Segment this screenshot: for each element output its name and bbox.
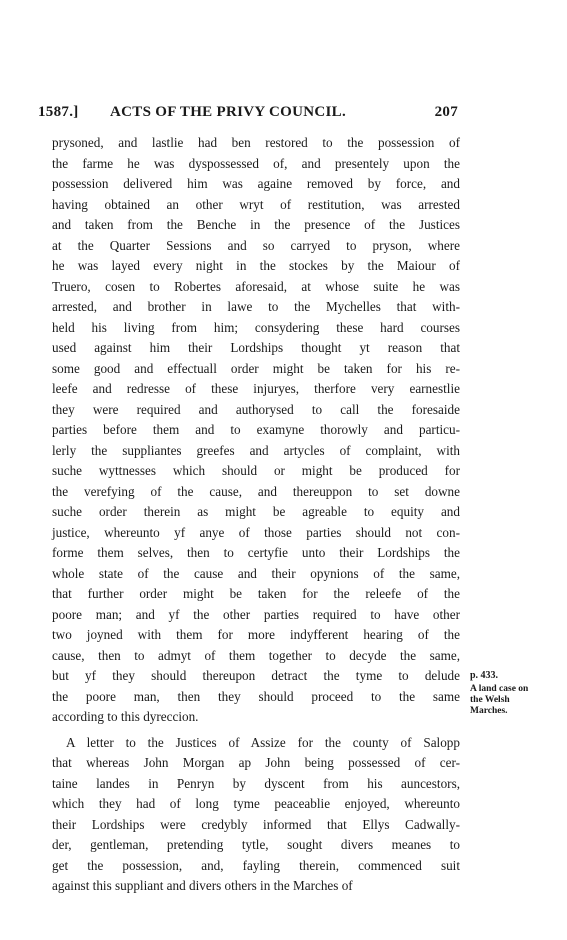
text-line: cause, then to admyt of them together to decyde the same, (52, 647, 460, 663)
text-line: two joyned with them for more indyfferent hearing of the (52, 627, 460, 642)
body-text (52, 133, 460, 897)
text-line: their Lordships were credybly informed that Ellys Cadwally- (52, 816, 460, 832)
running-header (38, 104, 458, 126)
text-line: which they had of long tyme peaceablie enjoyed, whereunto (52, 796, 460, 811)
text-line: they were required and authorysed to call the foresaide (52, 401, 460, 417)
text-line: possession delivered him was againe removed by force, and (52, 176, 460, 191)
text-line: held his living from him; consydering these hard courses (52, 319, 460, 335)
text-line: he was layed every night in the stockes by the Maiour of (52, 258, 460, 273)
text-line: leefe and redresse of these injuryes, therfore very earnestlie (52, 381, 460, 396)
text-line: used against him their Lordships thought yt reason that (52, 340, 460, 355)
text-line: that further order might be taken for the releefe of the (52, 586, 460, 601)
text-line: der, gentleman, pretending tytle, sought divers meanes to (52, 837, 460, 852)
text-line: poore man; and yf the other parties required to have other (52, 606, 460, 622)
header-year: 1587.] (38, 104, 79, 120)
text-line: some good and effectuall order might be taken for his re- (52, 360, 460, 376)
text-line: A letter to the Justices of Assize for the county of Salopp (66, 734, 460, 750)
text-line: forme them selves, then to certyfie unto their Lordships the (52, 545, 460, 560)
text-line: the farme he was dyspossessed of, and presentely upon the (52, 155, 460, 171)
margin-note-text (470, 684, 565, 717)
text-line: parties before them and to examyne thorowly and particu- (52, 422, 460, 437)
margin-note-line: the Welsh (470, 695, 510, 705)
text-line: having obtained an other wryt of restitution, was arrested (52, 196, 460, 212)
paragraph (52, 133, 460, 728)
text-line: whole state of the cause and their opynions of the same, (52, 565, 460, 581)
margin-note-line: A land case on (470, 684, 529, 694)
text-line: that whereas John Morgan ap John being possessed of cer- (52, 755, 460, 770)
text-line: suche wyttnesses which should or might be produced for (52, 463, 460, 478)
text-line: but yf they should thereupon detract the tyme to delude (52, 668, 460, 683)
text-line: lerly the suppliantes greefes and artycles of complaint, with (52, 442, 460, 458)
margin-note (470, 670, 565, 717)
text-line: the poore man, then they should proceed to the same (52, 688, 460, 704)
header-title: ACTS OF THE PRIVY COUNCIL. (110, 104, 347, 120)
text-line: prysoned, and lastlie had ben restored to the possession of (52, 135, 460, 150)
text-line: Truero, cosen to Robertes aforesaid, at whose suite he was (52, 278, 460, 294)
text-line: taine landes in Penryn by dyscent from his auncestors, (52, 775, 460, 791)
text-line: according to this dyreccion. (52, 709, 199, 724)
text-line: at the Quarter Sessions and so carryed to pryson, where (52, 237, 460, 253)
margin-note-line: Marches. (470, 706, 508, 716)
text-line: the verefying of the cause, and thereuppon to set downe (52, 483, 460, 499)
text-line: arrested, and brother in lawe to the Mychelles that with- (52, 299, 460, 314)
paragraph (52, 733, 460, 897)
text-line: suche order therein as might be agreable to equity and (52, 504, 460, 519)
page-number: 207 (434, 104, 458, 120)
text-line: justice, whereunto yf anye of those parties should not con- (52, 524, 460, 540)
text-line: and taken from the Benche in the presence of the Justices (52, 217, 460, 232)
text-line: against this suppliant and divers others in the Marches of (52, 878, 353, 893)
text-line: get the possession, and, fayling therein, commenced suit (52, 857, 460, 873)
margin-note-page-ref: p. 433. (470, 670, 499, 681)
